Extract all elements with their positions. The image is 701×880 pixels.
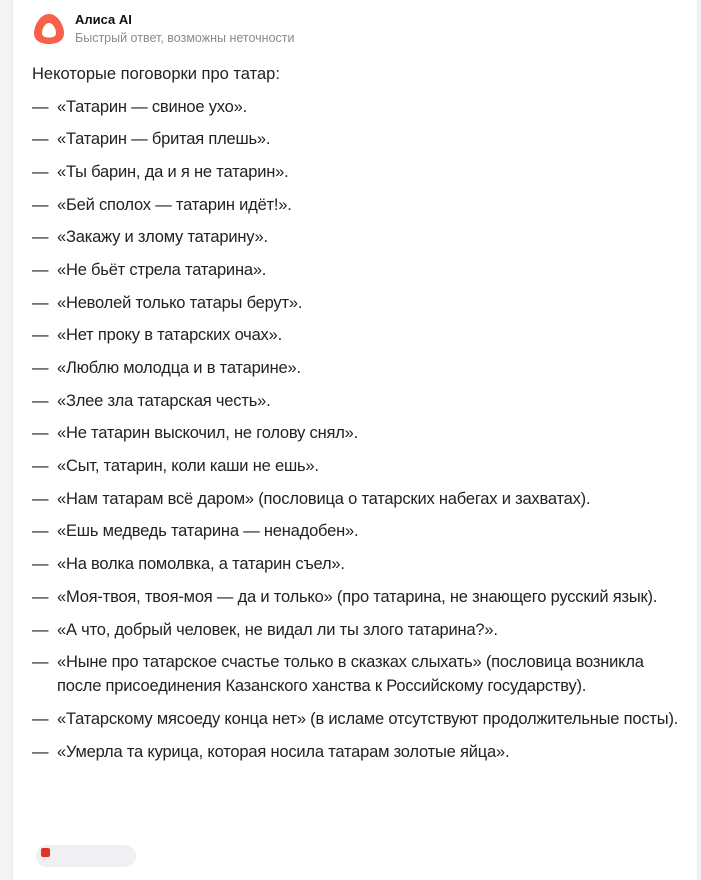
saying-text: «Люблю молодца и в татарине». xyxy=(57,359,301,377)
saying-text: «Умерла та курица, которая носила татарам золотые яйца». xyxy=(57,742,510,761)
list-item xyxy=(32,356,682,380)
list-item xyxy=(32,650,682,698)
dash-bullet: — xyxy=(32,620,49,639)
dash-bullet: — xyxy=(32,424,49,443)
list-item xyxy=(32,160,682,184)
saying-text: «Нет проку в татарских очах». xyxy=(57,326,282,345)
dash-bullet: — xyxy=(32,391,49,410)
dash-bullet: — xyxy=(32,326,49,345)
dash-bullet: — xyxy=(32,489,49,508)
answer-intro: Некоторые поговорки про татар: xyxy=(32,65,280,83)
list-item xyxy=(32,193,682,217)
list-item xyxy=(32,618,682,642)
saying-text: «Ешь медведь татарина — ненадобен». xyxy=(57,522,359,541)
saying-text: «Татарскому мясоеду конца нет» (в исламе отсутствуют продолжительные посты). xyxy=(57,709,679,728)
saying-text: «Бей сполох — татарин идёт!». xyxy=(57,195,292,214)
saying-text: «Ныне про татарское счастье только в сказках слыхать» (пословица возникла после присоединения Казанского ханства к Российскому государству). xyxy=(57,653,644,696)
list-item xyxy=(32,552,682,576)
alice-logo-icon xyxy=(32,12,66,46)
list-item xyxy=(32,323,682,347)
assistant-subtitle: Быстрый ответ, возможны неточности xyxy=(75,31,295,45)
list-item xyxy=(32,519,682,543)
dash-bullet: — xyxy=(32,260,49,279)
dash-bullet: — xyxy=(32,742,49,761)
list-item xyxy=(32,95,682,119)
list-item xyxy=(32,487,682,511)
dash-bullet: — xyxy=(32,97,49,116)
dash-bullet: — xyxy=(32,653,49,672)
dash-bullet: — xyxy=(32,228,49,247)
list-item xyxy=(32,740,682,764)
list-item xyxy=(32,421,682,445)
list-item xyxy=(32,454,682,478)
dash-bullet: — xyxy=(32,587,49,606)
saying-text: «Нам татарам всё даром» (пословица о татарских набегах и захватах). xyxy=(57,489,591,508)
list-item xyxy=(32,707,682,731)
dash-bullet: — xyxy=(32,130,49,149)
dash-bullet: — xyxy=(32,293,49,312)
dash-bullet: — xyxy=(32,162,49,181)
list-item xyxy=(32,127,682,151)
source-chip[interactable] xyxy=(36,845,136,867)
saying-text: «Не татарин выскочил, не голову снял». xyxy=(57,424,359,443)
saying-text: «Злее зла татарская честь». xyxy=(57,391,271,410)
assistant-title: Алиса AI xyxy=(75,12,132,27)
list-item xyxy=(32,258,682,282)
sayings-list xyxy=(32,95,682,764)
list-item xyxy=(32,389,682,413)
saying-text: «Татарин — бритая плешь». xyxy=(57,130,271,149)
dash-bullet: — xyxy=(32,522,49,541)
dash-bullet: — xyxy=(32,359,49,377)
saying-text: «Ты барин, да и я не татарин». xyxy=(57,162,289,181)
saying-text: «А что, добрый человек, не видал ли ты злого татарина?». xyxy=(57,620,498,639)
answer-content xyxy=(32,62,682,772)
saying-text: «На волка помолвка, а татарин съел». xyxy=(57,555,345,574)
saying-text: «Татарин — свиное ухо». xyxy=(57,97,247,116)
list-item xyxy=(32,225,682,249)
dash-bullet: — xyxy=(32,709,49,728)
list-item xyxy=(32,585,682,609)
saying-text: «Закажу и злому татарину». xyxy=(57,228,268,247)
dash-bullet: — xyxy=(32,457,49,476)
saying-text: «Сыт, татарин, коли каши не ешь». xyxy=(57,457,319,476)
saying-text: «Неволей только татары берут». xyxy=(57,293,303,312)
answer-card xyxy=(13,0,697,880)
saying-text: «Моя-твоя, твоя-моя — да и только» (про татарина, не знающего русский язык). xyxy=(57,587,658,606)
list-item xyxy=(32,291,682,315)
saying-text: «Не бьёт стрела татарина». xyxy=(57,260,267,279)
dash-bullet: — xyxy=(32,195,49,214)
dash-bullet: — xyxy=(32,555,49,574)
assistant-header xyxy=(32,12,294,47)
